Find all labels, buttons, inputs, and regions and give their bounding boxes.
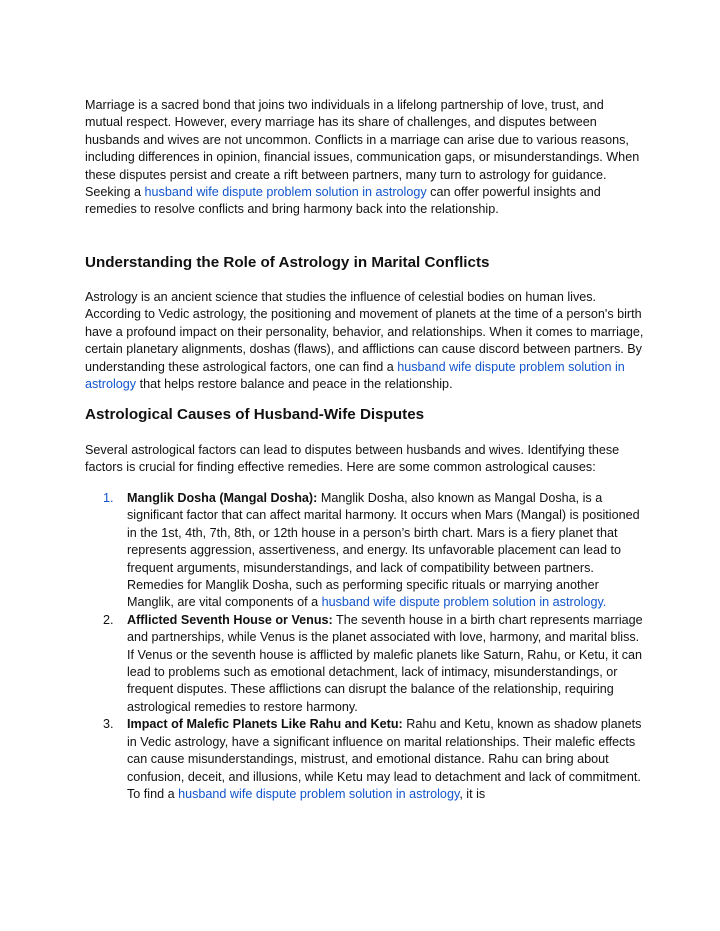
causes-list (85, 490, 645, 803)
list-item-text: Manglik Dosha, also known as Mangal Dosha, is a significant factor that can affect marital harmony. It occurs when Mars (Mangal) is positioned in the 1st, 4th, 7th, 8th, or 12th house in a person’s birth chart. Mars is a fiery planet that represents aggression, assertiveness, and energy. Its unfavorable placement can lead to frequent arguments, misunderstandings, and lack of compatibility between partners. Remedies for Manglik Dosha, such as performing specific rituals or marrying another Manglik, are vital components of a (127, 491, 640, 610)
section1-heading: Understanding the Role of Astrology in Marital Conflicts (85, 254, 490, 271)
list-item (85, 490, 645, 612)
list-number: 3. (103, 717, 114, 732)
section1-link[interactable]: husband wife dispute problem solution in astrology (85, 359, 625, 392)
list-item-title: Impact of Malefic Planets Like Rahu and Ketu: (127, 717, 403, 732)
section1-paragraph (85, 289, 645, 393)
list-item-title: Manglik Dosha (Mangal Dosha): (127, 491, 318, 505)
list-item-text-2: , it is (459, 786, 486, 801)
intro-text-2: can offer powerful insights and remedies to resolve conflicts and bring harmony back into the relationship. (85, 185, 601, 217)
section2-paragraph: Several astrological factors can lead to disputes between husbands and wives. Identifying these factors is crucial for finding effective remedies. Here are some common astrological causes: (85, 443, 620, 475)
intro-link[interactable]: husband wife dispute problem solution in astrology (144, 185, 427, 200)
section1-text-1: Astrology is an ancient science that studies the influence of celestial bodies on human lives. According to Vedic astrology, the positioning and movement of planets at the time of a person's birth have a profound impact on their personality, behavior, and relationships. When it comes to marriage, certain planetary alignments, doshas (flaws), and afflictions can cause discord between partners. By understanding these astrological factors, one can find a (85, 290, 644, 374)
intro-text-1: Marriage is a sacred bond that joins two individuals in a lifelong partnership of love, trust, and mutual respect. However, every marriage has its share of challenges, and disputes between husbands and wives are not uncommon. Conflicts in a marriage can arise due to various reasons, including differences in opinion, financial issues, communication gaps, or misunderstandings. When these disputes persist and create a rift between partners, many turn to astrology for guidance. Seeking a (85, 98, 640, 200)
list-item-link[interactable]: husband wife dispute problem solution in astrology. (321, 595, 607, 610)
list-item-text: Rahu and Ketu, known as shadow planets in Vedic astrology, have a significant influence on marital relationships. Their malefic effects can cause misunderstandings, mistrust, and emotional distance. Rahu can bring about confusion, deceit, and illusions, while Ketu may lead to detachment and lack of commitment. To find a (127, 717, 642, 801)
section2-heading: Astrological Causes of Husband-Wife Disputes (85, 406, 425, 423)
list-item (85, 612, 645, 716)
list-item-link[interactable]: husband wife dispute problem solution in astrology (178, 786, 460, 801)
list-item-text: The seventh house in a birth chart represents marriage and partnerships, while Venus is the planet associated with love, harmony, and marital bliss. If Venus or the seventh house is afflicted by malefic planets like Saturn, Rahu, or Ketu, it can lead to problems such as emotional detachment, lack of intimacy, misunderstandings, or frequent disputes. These afflictions can disrupt the balance of the relationship, requiring astrological remedies to restore harmony. (127, 612, 643, 714)
intro-paragraph (85, 97, 645, 219)
list-number: 1. (103, 491, 114, 505)
section1-text-2: that helps restore balance and peace in the relationship. (136, 377, 453, 392)
list-number: 2. (103, 612, 114, 627)
list-item-title: Afflicted Seventh House or Venus: (127, 612, 333, 627)
list-item (85, 716, 645, 803)
